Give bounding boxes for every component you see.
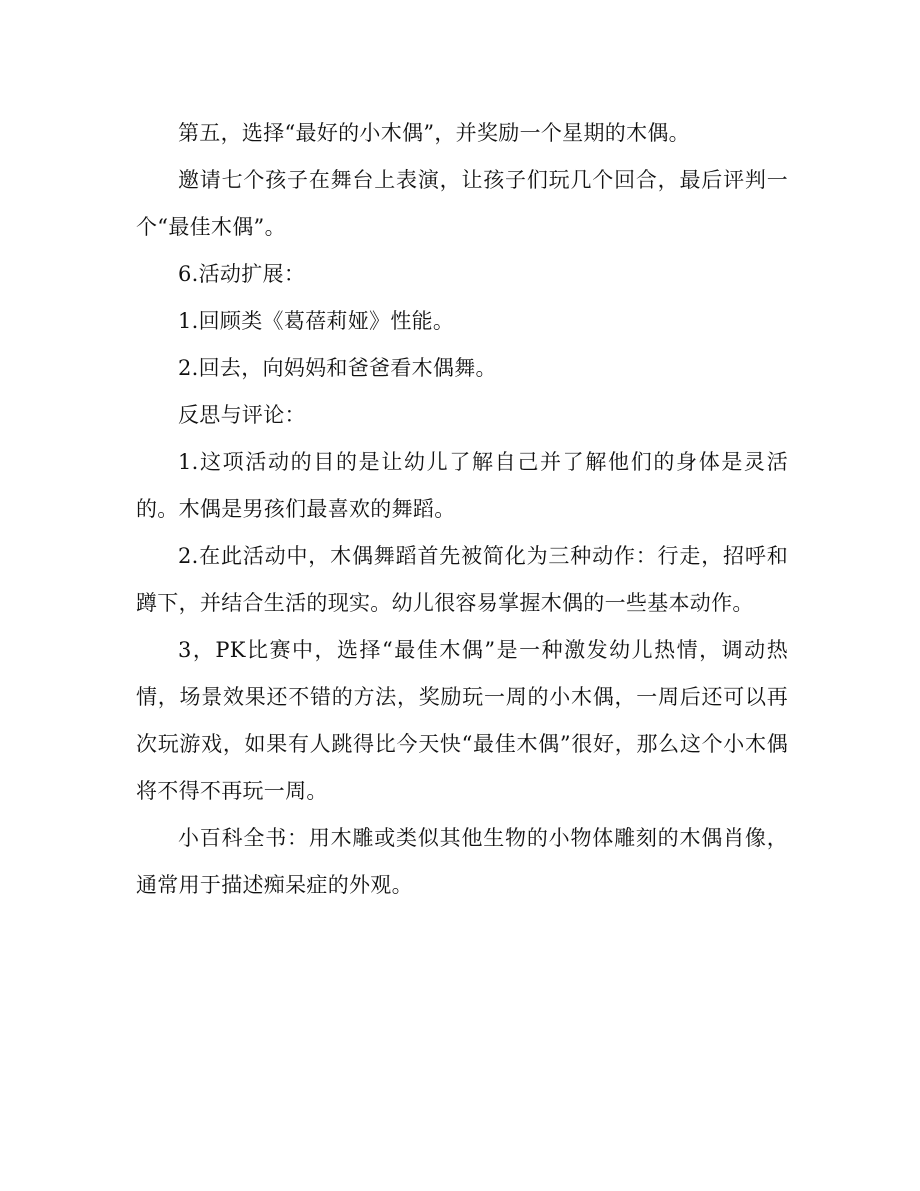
list-item-extension-2: 2.回去，向妈妈和爸爸看木偶舞。 <box>178 356 497 380</box>
document-body <box>136 110 788 909</box>
list-item-reflection-3: 3，PK比赛中，选择“最佳木偶”是一种激发幼儿热情，调动热情，场景效果还不错的方法，奖励玩一周的小木偶，一周后还可以再次玩游戏，如果有人跳得比今天快“最佳木偶”很好，那么这个小木偶将不得不再玩一周。 <box>136 638 788 803</box>
heading-activity-extension: 6.活动扩展： <box>178 262 306 286</box>
list-item-reflection-2: 2.在此活动中，木偶舞蹈首先被简化为三种动作：行走，招呼和蹲下，并结合生活的现实。幼儿很容易掌握木偶的一些基本动作。 <box>136 544 788 615</box>
paragraph-encyclopedia: 小百科全书：用木雕或类似其他生物的小物体雕刻的木偶肖像，通常用于描述痴呆症的外观。 <box>136 826 788 897</box>
list-item-extension-1: 1.回顾类《葛蓓莉娅》性能。 <box>178 309 455 333</box>
paragraph-step-five: 第五，选择“最好的小木偶”，并奖励一个星期的木偶。 <box>178 121 690 145</box>
heading-reflection: 反思与评论： <box>178 403 306 427</box>
list-item-reflection-1: 1.这项活动的目的是让幼儿了解自己并了解他们的身体是灵活的。木偶是男孩们最喜欢的舞蹈。 <box>136 450 788 521</box>
paragraph-invite-children: 邀请七个孩子在舞台上表演，让孩子们玩几个回合，最后评判一个“最佳木偶”。 <box>136 168 788 239</box>
